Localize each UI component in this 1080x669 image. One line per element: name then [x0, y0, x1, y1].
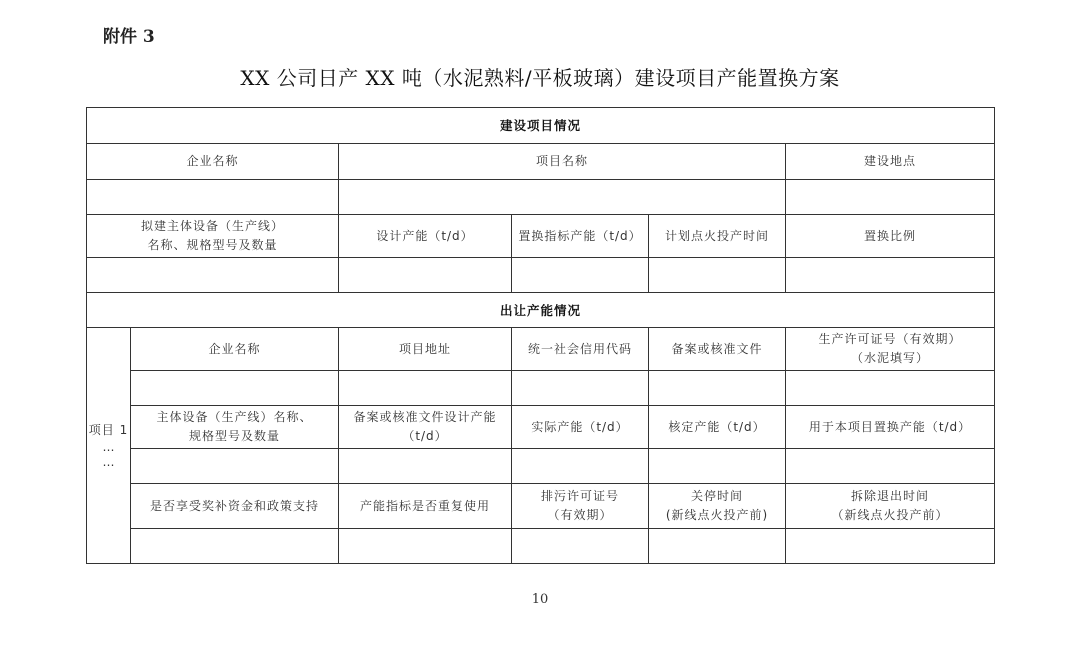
cell-demolition-time[interactable]	[786, 529, 995, 564]
cell-main-equipment[interactable]	[131, 449, 339, 484]
page-number: 10	[531, 592, 549, 607]
header-replacement-quota: 置换指标产能（t/d）	[512, 215, 649, 258]
transfer-section-row	[87, 293, 995, 328]
header-construction-site: 建设地点	[786, 144, 995, 180]
header-production-license: 生产许可证号（有效期） （水泥填写）	[786, 328, 995, 371]
transfer-header-row-1	[87, 328, 995, 371]
cell-approved-capacity[interactable]	[649, 449, 786, 484]
transfer-input-row-1	[87, 371, 995, 406]
header-design-capacity: 设计产能（t/d）	[339, 215, 512, 258]
header-quota-reuse: 产能指标是否重复使用	[339, 484, 512, 529]
cell-production-license[interactable]	[786, 371, 995, 406]
header-subsidy: 是否享受奖补资金和政策支持	[131, 484, 339, 529]
header-filing-capacity: 备案或核准文件设计产能 （t/d）	[339, 406, 512, 449]
header-project-name: 项目名称	[339, 144, 786, 180]
cell-project-address[interactable]	[339, 371, 512, 406]
ellipsis-2: …	[102, 455, 115, 469]
cell-construction-site[interactable]	[786, 180, 995, 215]
cell-pollution-permit[interactable]	[512, 529, 649, 564]
transfer-input-row-2	[87, 449, 995, 484]
cell-subsidy[interactable]	[131, 529, 339, 564]
cell-quota-reuse[interactable]	[339, 529, 512, 564]
cell-replacement-ratio[interactable]	[786, 258, 995, 293]
header-project-address: 项目地址	[339, 328, 512, 371]
cell-planned-equipment[interactable]	[87, 258, 339, 293]
header-demolition-time: 拆除退出时间 （新线点火投产前）	[786, 484, 995, 529]
document-title: XX 公司日产 XX 吨（水泥熟料/平板玻璃）建设项目产能置换方案	[240, 66, 840, 90]
construction-input-row-2	[87, 258, 995, 293]
transfer-input-row-3	[87, 529, 995, 564]
header-filing-document: 备案或核准文件	[649, 328, 786, 371]
transfer-header-row-2	[87, 406, 995, 449]
ellipsis-1: …	[102, 440, 115, 454]
cell-design-capacity[interactable]	[339, 258, 512, 293]
cell-transfer-company[interactable]	[131, 371, 339, 406]
transfer-header-row-3	[87, 484, 995, 529]
cell-project-name[interactable]	[339, 180, 786, 215]
cell-filing-capacity[interactable]	[339, 449, 512, 484]
cell-ignition-time[interactable]	[649, 258, 786, 293]
construction-header-row-1	[87, 144, 995, 180]
header-transfer-company: 企业名称	[131, 328, 339, 371]
cell-replacement-quota[interactable]	[512, 258, 649, 293]
cell-credit-code[interactable]	[512, 371, 649, 406]
header-main-equipment: 主体设备（生产线）名称、 规格型号及数量	[131, 406, 339, 449]
construction-section-row	[87, 108, 995, 144]
project-label-cell	[87, 328, 131, 564]
header-approved-capacity: 核定产能（t/d）	[649, 406, 786, 449]
cell-actual-capacity[interactable]	[512, 449, 649, 484]
cell-shutdown-time[interactable]	[649, 529, 786, 564]
construction-section-title: 建设项目情况	[87, 108, 995, 144]
transfer-section-title: 出让产能情况	[87, 293, 995, 328]
cell-company-name[interactable]	[87, 180, 339, 215]
construction-input-row-1	[87, 180, 995, 215]
construction-header-row-2	[87, 215, 995, 258]
header-planned-equipment: 拟建主体设备（生产线） 名称、规格型号及数量	[87, 215, 339, 258]
header-company-name: 企业名称	[87, 144, 339, 180]
cell-used-capacity[interactable]	[786, 449, 995, 484]
header-credit-code: 统一社会信用代码	[512, 328, 649, 371]
cell-filing-document[interactable]	[649, 371, 786, 406]
header-shutdown-time: 关停时间 (新线点火投产前)	[649, 484, 786, 529]
header-used-capacity: 用于本项目置换产能（t/d）	[786, 406, 995, 449]
header-replacement-ratio: 置换比例	[786, 215, 995, 258]
project-label: 项目 1	[88, 423, 129, 437]
attachment-label: 附件 3	[103, 27, 155, 47]
capacity-replacement-table	[86, 107, 995, 564]
header-ignition-time: 计划点火投产时间	[649, 215, 786, 258]
header-actual-capacity: 实际产能（t/d）	[512, 406, 649, 449]
header-pollution-permit: 排污许可证号 （有效期）	[512, 484, 649, 529]
